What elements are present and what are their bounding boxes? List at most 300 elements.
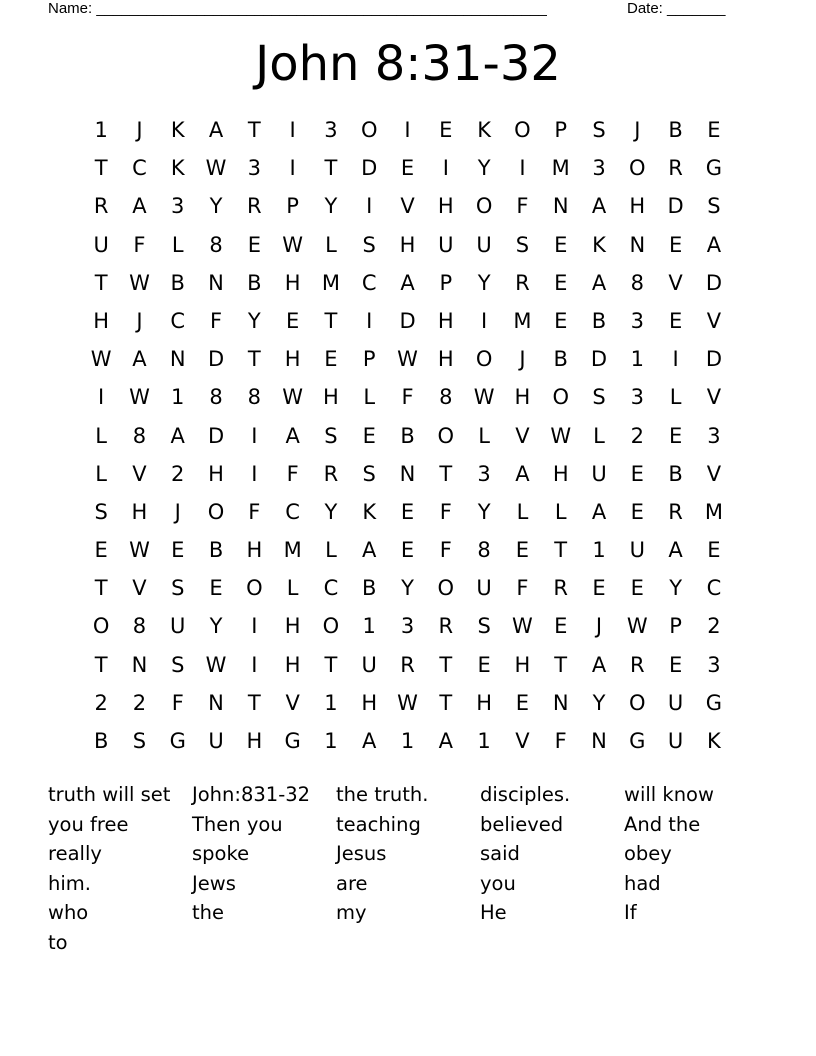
grid-letter: Y <box>477 270 491 295</box>
grid-letter: T <box>94 270 108 295</box>
word-bank-item: him. <box>48 871 91 895</box>
grid-letter: W <box>397 690 418 715</box>
grid-letter: E <box>554 614 568 639</box>
grid-letter: V <box>668 270 683 295</box>
grid-letter: N <box>131 652 148 677</box>
grid-letter: O <box>629 690 646 715</box>
grid-letter: S <box>94 499 108 524</box>
grid-letter: F <box>248 499 261 524</box>
word-bank-item: If <box>624 901 637 924</box>
grid-letter: B <box>591 308 607 333</box>
grid-letter: E <box>630 499 644 524</box>
grid-letter: L <box>286 576 299 601</box>
grid-letter: D <box>361 156 378 181</box>
grid-letter: 8 <box>132 614 147 639</box>
grid-letter: L <box>95 461 107 486</box>
grid-letter: Y <box>592 690 606 715</box>
grid-letter: R <box>323 461 339 486</box>
grid-letter: U <box>591 461 607 486</box>
grid-letter: I <box>289 156 296 181</box>
grid-letter: E <box>707 538 721 563</box>
grid-letter: A <box>208 118 224 142</box>
grid-letter: I <box>251 423 258 448</box>
grid-letter: A <box>591 652 607 677</box>
grid-letter: F <box>554 729 567 753</box>
grid-letter: H <box>323 385 339 410</box>
grid-letter: P <box>439 270 453 295</box>
grid-letter: H <box>437 194 454 219</box>
grid-letter: W <box>626 614 648 639</box>
grid-letter: M <box>513 308 532 333</box>
grid-letter: I <box>366 194 373 219</box>
grid-letter: L <box>325 232 337 257</box>
grid-letter: O <box>246 576 263 601</box>
grid-letter: H <box>399 232 416 257</box>
grid-letter: V <box>285 690 300 715</box>
grid-letter: F <box>516 194 529 219</box>
grid-letter: E <box>400 156 415 181</box>
grid-letter: V <box>515 729 530 753</box>
grid-letter: S <box>515 232 530 257</box>
grid-letter: F <box>401 385 414 410</box>
word-bank-item: teaching <box>336 812 421 836</box>
grid-letter: E <box>515 538 530 563</box>
word-bank-item: my <box>336 901 367 924</box>
grid-letter: U <box>438 232 454 257</box>
word-bank-item: you <box>480 871 516 895</box>
grid-letter: L <box>593 423 605 448</box>
grid-letter: H <box>284 614 301 639</box>
grid-letter: C <box>706 576 722 601</box>
grid-letter: E <box>668 308 683 333</box>
grid-letter: O <box>207 499 225 524</box>
grid-letter: B <box>362 576 377 601</box>
grid-letter: B <box>247 270 262 295</box>
grid-letter: F <box>171 690 184 715</box>
grid-letter: W <box>397 347 418 372</box>
grid-letter: I <box>442 156 449 181</box>
grid-letter: S <box>707 194 721 219</box>
grid-letter: A <box>362 538 377 563</box>
grid-letter: D <box>705 270 722 295</box>
grid-letter: H <box>208 461 224 486</box>
grid-letter: T <box>94 576 108 601</box>
grid-letter: Y <box>477 156 491 181</box>
grid-letter: S <box>362 232 376 257</box>
grid-letter: L <box>478 423 490 448</box>
grid-letter: E <box>554 232 568 257</box>
word-bank-item: are <box>336 871 368 895</box>
grid-letter: T <box>439 461 453 486</box>
name-line: Name: ______________________________________________________ <box>48 0 547 17</box>
grid-letter: W <box>282 232 304 257</box>
grid-letter: U <box>667 729 684 753</box>
grid-letter: N <box>399 461 416 486</box>
grid-letter: R <box>438 614 454 639</box>
grid-letter: D <box>207 347 225 372</box>
grid-letter: C <box>132 156 147 181</box>
grid-letter: B <box>668 461 683 486</box>
grid-letter: O <box>475 347 493 372</box>
grid-letter: A <box>438 729 453 753</box>
grid-letter: T <box>324 156 338 181</box>
grid-letter: T <box>94 652 108 677</box>
grid-letter: V <box>706 385 722 410</box>
word-bank-item: the <box>192 901 225 924</box>
grid-letter: H <box>131 499 148 524</box>
grid-letter: Y <box>401 576 414 601</box>
grid-letter: G <box>284 729 301 753</box>
word-bank-item: disciples. <box>480 783 571 806</box>
grid-letter: A <box>285 423 300 448</box>
grid-letter: 1 <box>324 690 338 715</box>
grid-letter: F <box>439 499 452 524</box>
grid-letter: 1 <box>477 729 491 753</box>
grid-letter: I <box>672 347 679 372</box>
grid-letter: M <box>321 270 340 295</box>
date-line: Date: _______ <box>627 0 726 17</box>
word-bank-item: who <box>48 901 89 924</box>
grid-letter: 8 <box>439 385 453 410</box>
grid-letter: K <box>170 118 185 142</box>
grid-letter: R <box>553 576 568 601</box>
grid-letter: F <box>516 576 529 601</box>
grid-letter: T <box>247 690 261 715</box>
grid-letter: N <box>208 690 224 715</box>
grid-letter: H <box>93 308 110 333</box>
grid-letter: D <box>207 423 225 448</box>
word-bank-item: you free <box>48 812 129 836</box>
grid-letter: A <box>132 347 147 372</box>
grid-letter: L <box>325 538 337 563</box>
grid-letter: 8 <box>209 232 223 257</box>
grid-letter: U <box>667 690 684 715</box>
word-bank-item: He <box>480 901 507 924</box>
grid-letter: H <box>246 729 263 753</box>
grid-letter: 2 <box>630 423 644 448</box>
word-bank-item: obey <box>624 842 672 865</box>
grid-letter: O <box>322 614 340 639</box>
grid-letter: D <box>590 347 608 372</box>
word-bank-item: to <box>48 930 68 954</box>
word-bank-item: spoke <box>192 842 250 865</box>
grid-letter: O <box>629 156 646 181</box>
grid-letter: W <box>129 270 150 295</box>
grid-letter: V <box>400 194 415 219</box>
grid-letter: F <box>439 538 452 563</box>
grid-letter: W <box>512 614 533 639</box>
grid-letter: N <box>208 270 224 295</box>
grid-letter: T <box>439 690 453 715</box>
grid-letter: D <box>705 347 722 372</box>
word-bank-item: will know <box>624 783 714 806</box>
grid-letter: P <box>669 614 682 639</box>
word-bank-item: Jews <box>192 871 236 895</box>
grid-letter: E <box>554 308 568 333</box>
grid-letter: Y <box>324 499 338 524</box>
grid-letter: W <box>282 385 304 410</box>
grid-letter: E <box>439 118 453 142</box>
grid-letter: P <box>554 118 568 142</box>
grid-letter: V <box>706 461 722 486</box>
grid-letter: E <box>668 232 683 257</box>
grid-letter: E <box>362 423 376 448</box>
grid-letter: C <box>170 308 186 333</box>
grid-letter: E <box>554 270 568 295</box>
grid-letter: K <box>477 118 491 142</box>
grid-letter: I <box>404 118 411 142</box>
grid-letter: I <box>251 461 258 486</box>
grid-letter: H <box>552 461 569 486</box>
grid-letter: E <box>247 232 261 257</box>
grid-letter: A <box>591 270 607 295</box>
grid-letter: I <box>251 614 258 639</box>
word-bank-item: had <box>624 871 661 895</box>
grid-letter: W <box>90 347 112 372</box>
grid-letter: K <box>707 729 721 753</box>
grid-letter: G <box>169 729 186 753</box>
grid-letter: T <box>554 652 568 677</box>
grid-letter: E <box>171 538 185 563</box>
grid-letter: S <box>477 614 491 639</box>
grid-letter: V <box>132 576 147 601</box>
grid-letter: 3 <box>247 156 262 181</box>
grid-letter: K <box>362 499 377 524</box>
grid-letter: A <box>362 729 377 753</box>
grid-letter: H <box>361 690 378 715</box>
grid-letter: I <box>98 385 105 410</box>
grid-letter: H <box>629 194 646 219</box>
grid-letter: 8 <box>209 385 223 410</box>
grid-letter: E <box>477 652 491 677</box>
grid-letter: N <box>629 232 646 257</box>
grid-letter: B <box>400 423 415 448</box>
grid-letter: V <box>515 423 530 448</box>
page-title: John 8:31-32 <box>255 36 561 92</box>
grid-letter: A <box>400 270 415 295</box>
grid-letter: K <box>170 156 185 181</box>
grid-letter: L <box>171 232 184 257</box>
grid-letter: 1 <box>400 729 415 753</box>
grid-letter: W <box>129 538 150 563</box>
grid-letter: T <box>94 156 108 181</box>
word-bank-item: believed <box>480 812 564 836</box>
grid-letter: U <box>476 232 492 257</box>
grid-letter: H <box>284 347 301 372</box>
grid-letter: O <box>514 118 531 142</box>
grid-letter: U <box>208 729 224 753</box>
word-bank <box>48 780 768 957</box>
grid-letter: J <box>634 118 641 142</box>
grid-letter: W <box>205 156 227 181</box>
grid-letter: J <box>136 118 143 142</box>
grid-letter: U <box>361 652 377 677</box>
word-bank-item: And the <box>624 812 701 836</box>
word-bank-item: Then you <box>192 812 283 836</box>
grid-letter: W <box>473 385 495 410</box>
grid-letter: U <box>93 232 109 257</box>
grid-letter: 8 <box>477 538 491 563</box>
grid-letter: G <box>629 729 646 753</box>
grid-letter: H <box>284 652 301 677</box>
grid-letter: I <box>289 118 296 142</box>
grid-letter: E <box>324 347 338 372</box>
grid-letter: E <box>630 461 644 486</box>
grid-letter: R <box>515 270 530 295</box>
grid-letter: D <box>399 308 416 333</box>
grid-letter: 3 <box>477 461 491 486</box>
grid-letter: A <box>668 538 683 563</box>
grid-letter: O <box>92 614 110 639</box>
grid-letter: O <box>360 118 378 142</box>
grid-letter: D <box>667 194 684 219</box>
grid-letter: V <box>706 308 722 333</box>
grid-letter: Y <box>209 614 223 639</box>
grid-letter: 3 <box>171 194 185 219</box>
word-bank-item: really <box>48 842 102 865</box>
grid-letter: I <box>366 308 373 333</box>
grid-letter: U <box>476 576 492 601</box>
grid-letter: H <box>514 652 531 677</box>
grid-letter: 3 <box>630 385 644 410</box>
grid-letter: Y <box>669 576 683 601</box>
grid-letter: N <box>552 194 569 219</box>
grid-letter: I <box>251 652 258 677</box>
grid-letter: Y <box>247 308 261 333</box>
grid-letter: F <box>133 232 146 257</box>
word-bank-item: said <box>480 842 520 865</box>
grid-letter: R <box>668 156 683 181</box>
grid-letter: M <box>704 499 723 524</box>
grid-letter: F <box>286 461 299 486</box>
grid-letter: S <box>592 385 606 410</box>
grid-letter: W <box>550 423 572 448</box>
grid-letter: T <box>324 652 338 677</box>
grid-letter: F <box>209 308 223 333</box>
grid-letter: S <box>171 652 185 677</box>
grid-letter: E <box>209 576 223 601</box>
grid-letter: 3 <box>707 652 721 677</box>
grid-letter: 8 <box>132 423 147 448</box>
grid-letter: E <box>668 652 683 677</box>
grid-letter: E <box>400 499 415 524</box>
grid-letter: S <box>171 576 185 601</box>
grid-letter: 1 <box>362 614 376 639</box>
grid-letter: A <box>706 232 722 257</box>
grid-letter: H <box>437 347 454 372</box>
grid-letter: 8 <box>630 270 644 295</box>
grid-letter: V <box>132 461 147 486</box>
grid-letter: G <box>705 690 723 715</box>
grid-letter: 2 <box>171 461 185 486</box>
word-search-grid <box>82 111 733 760</box>
grid-letter: I <box>519 156 526 181</box>
grid-letter: 3 <box>400 614 415 639</box>
word-bank-item: John:831-32 <box>192 783 311 806</box>
grid-letter: L <box>516 499 529 524</box>
grid-letter: O <box>475 194 493 219</box>
grid-letter: O <box>552 385 569 410</box>
grid-letter: T <box>324 308 338 333</box>
grid-letter: 3 <box>324 118 338 142</box>
grid-letter: S <box>362 461 376 486</box>
grid-letter: J <box>136 308 143 333</box>
grid-letter: 1 <box>94 118 108 142</box>
grid-letter: J <box>595 614 603 639</box>
grid-letter: N <box>169 347 186 372</box>
grid-letter: W <box>205 652 227 677</box>
grid-letter: G <box>705 156 723 181</box>
grid-letter: H <box>476 690 493 715</box>
grid-letter: E <box>515 690 530 715</box>
grid-letter: C <box>323 576 339 601</box>
grid-letter: R <box>247 194 262 219</box>
grid-letter: J <box>519 347 526 372</box>
grid-letter: E <box>285 308 300 333</box>
grid-letter: T <box>247 347 261 372</box>
grid-letter: L <box>669 385 682 410</box>
grid-letter: S <box>132 729 147 753</box>
word-bank-item: the truth. <box>336 783 429 806</box>
grid-letter: A <box>591 499 607 524</box>
grid-letter: I <box>481 308 488 333</box>
grid-letter: 1 <box>630 347 644 372</box>
grid-letter: U <box>170 614 186 639</box>
grid-letter: U <box>629 538 645 563</box>
grid-letter: E <box>94 538 108 563</box>
grid-letter: O <box>437 423 455 448</box>
grid-letter: A <box>170 423 185 448</box>
grid-letter: N <box>552 690 569 715</box>
grid-letter: R <box>400 652 415 677</box>
grid-letter: 2 <box>94 690 108 715</box>
grid-letter: W <box>129 385 150 410</box>
grid-letter: S <box>592 118 606 142</box>
grid-letter: Y <box>477 499 491 524</box>
grid-letter: R <box>668 499 683 524</box>
grid-letter: B <box>170 270 185 295</box>
grid-letter: M <box>283 538 302 563</box>
grid-letter: A <box>515 461 530 486</box>
grid-letter: 3 <box>707 423 721 448</box>
grid-letter: M <box>551 156 570 181</box>
word-bank-item: truth will set <box>48 783 171 806</box>
grid-letter: A <box>132 194 147 219</box>
grid-letter: T <box>247 118 261 142</box>
grid-letter: T <box>439 652 453 677</box>
grid-letter: L <box>363 385 376 410</box>
grid-letter: H <box>437 308 454 333</box>
grid-letter: T <box>554 538 568 563</box>
grid-letter: H <box>284 270 301 295</box>
grid-letter: C <box>285 499 300 524</box>
grid-letter: O <box>437 576 455 601</box>
grid-letter: L <box>95 423 107 448</box>
grid-letter: R <box>93 194 109 219</box>
grid-letter: A <box>591 194 607 219</box>
word-bank-item: Jesus <box>336 842 387 865</box>
grid-letter: E <box>668 423 683 448</box>
grid-letter: Y <box>324 194 338 219</box>
grid-letter: B <box>208 538 224 563</box>
grid-letter: E <box>630 576 644 601</box>
grid-letter: H <box>246 538 263 563</box>
grid-letter: H <box>514 385 531 410</box>
grid-letter: E <box>592 576 606 601</box>
grid-letter: Y <box>209 194 223 219</box>
grid-letter: 1 <box>171 385 185 410</box>
grid-letter: 1 <box>324 729 338 753</box>
